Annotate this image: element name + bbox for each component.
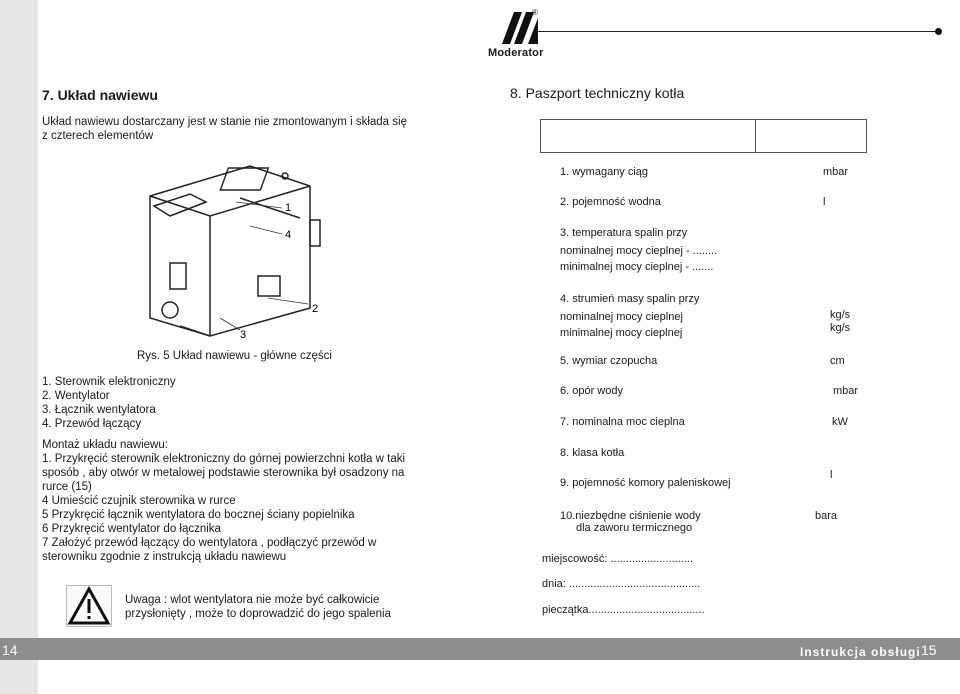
table-header-cell — [541, 120, 756, 152]
assembly-step: 6 Przykręcić wentylator do łącznika — [42, 523, 221, 535]
spec-row-label: nominalnej mocy cieplnej - ........ — [560, 245, 718, 257]
spec-row-label: 3. temperatura spalin przy — [560, 227, 688, 239]
spec-row-unit: mbar — [833, 385, 859, 397]
date-field: dnia: ........................................... — [542, 578, 701, 590]
diagram-label-2: 2 — [312, 303, 319, 315]
spec-row-label: 4. strumień masy spalin przy — [560, 293, 700, 305]
spec-row-label: 6. opór wody — [560, 385, 623, 397]
brand-name: Moderator — [488, 47, 544, 59]
assembly-step: sposób , aby otwór w metalowej podstawie sterownika był osadzony na — [42, 467, 405, 479]
section-heading-right: 8. Paszport techniczny kotła — [510, 85, 685, 101]
part-item: 3. Łącznik wentylatora — [42, 404, 156, 416]
assembly-step: 4 Umieścić czujnik sterownika w rurce — [42, 495, 236, 507]
place-field: miejscowość: ........................... — [542, 553, 693, 565]
air-system-diagram — [140, 158, 360, 348]
spec-row-unit: l — [823, 196, 826, 208]
page-number-right: 15 — [921, 642, 937, 658]
assembly-step: 7 Założyć przewód łączący do wentylatora , podłączyć przewód w — [42, 537, 377, 549]
warning-triangle-icon — [67, 586, 111, 626]
registered-mark: ® — [532, 8, 538, 17]
spec-row-label: 9. pojemność komory paleniskowej — [560, 477, 731, 489]
spec-row-unit: mbar — [823, 166, 849, 178]
table-header-cell — [756, 120, 867, 152]
brand-logo — [486, 10, 546, 62]
spec-row-label: 10.niezbędne ciśnienie wody — [560, 510, 701, 522]
intro-line-1: Układ nawiewu dostarczany jest w stanie nie zmontowanym i składa się — [42, 116, 407, 128]
spec-row-label: dla zaworu termicznego — [576, 522, 693, 534]
diagram-label-3: 3 — [240, 329, 247, 341]
diagram-label-1: 1 — [285, 202, 292, 214]
header-rule — [535, 31, 941, 32]
assembly-step: 1. Przykręcić sterownik elektroniczny do górnej powierzchni kotła w taki — [42, 453, 406, 465]
spec-table-header — [540, 119, 867, 153]
spec-row-unit: cm — [830, 355, 845, 367]
spec-row-label: 7. nominalna moc cieplna — [560, 416, 685, 428]
intro-line-2: z czterech elementów — [42, 130, 154, 142]
left-margin-band — [0, 0, 38, 694]
section-heading-left: 7. Układ nawiewu — [42, 87, 158, 103]
spec-row-label: minimalnej mocy cieplnej — [560, 327, 683, 339]
warning-sign — [66, 585, 112, 627]
header-rule-dot — [935, 28, 942, 35]
assembly-step: rurce (15) — [42, 481, 92, 493]
footer-title: Instrukcja obsługi — [800, 645, 921, 659]
part-item: 4. Przewód łączący — [42, 418, 142, 430]
assembly-step: 5 Przykręcić łącznik wentylatora do bocznej ściany popielnika — [42, 509, 355, 521]
spec-row-label: 8. klasa kotła — [560, 447, 625, 459]
warning-line-2: przysłonięty , może to doprowadzić do jego spalenia — [125, 608, 391, 620]
spec-row-label: 1. wymagany ciąg — [560, 166, 649, 178]
stamp-field: pieczątka...................................... — [542, 604, 705, 616]
part-item: 1. Sterownik elektroniczny — [42, 376, 176, 388]
spec-row-label: 5. wymiar czopucha — [560, 355, 658, 367]
spec-row-label: 2. pojemność wodna — [560, 196, 661, 208]
spec-row-unit: kW — [832, 416, 848, 428]
spec-row-unit: kg/s — [830, 309, 851, 321]
page-number-left: 14 — [2, 642, 18, 658]
part-item: 2. Wentylator — [42, 390, 110, 402]
warning-line-1: Uwaga : wlot wentylatora nie może być całkowicie — [125, 594, 380, 606]
figure-caption: Rys. 5 Układ nawiewu - główne części — [137, 350, 332, 362]
spec-row-label: nominalnej mocy cieplnej — [560, 311, 683, 323]
assembly-step: sterowniku zgodnie z instrukcją układu nawiewu — [42, 551, 287, 563]
spec-row-label: minimalnej mocy cieplnej - ....... — [560, 261, 714, 273]
diagram-label-4: 4 — [285, 229, 292, 241]
spec-row-unit: bara — [815, 510, 838, 522]
spec-row-unit: kg/s — [830, 322, 851, 334]
spec-row-unit: l — [830, 469, 833, 481]
assembly-title: Montaż układu nawiewu: — [42, 439, 168, 451]
